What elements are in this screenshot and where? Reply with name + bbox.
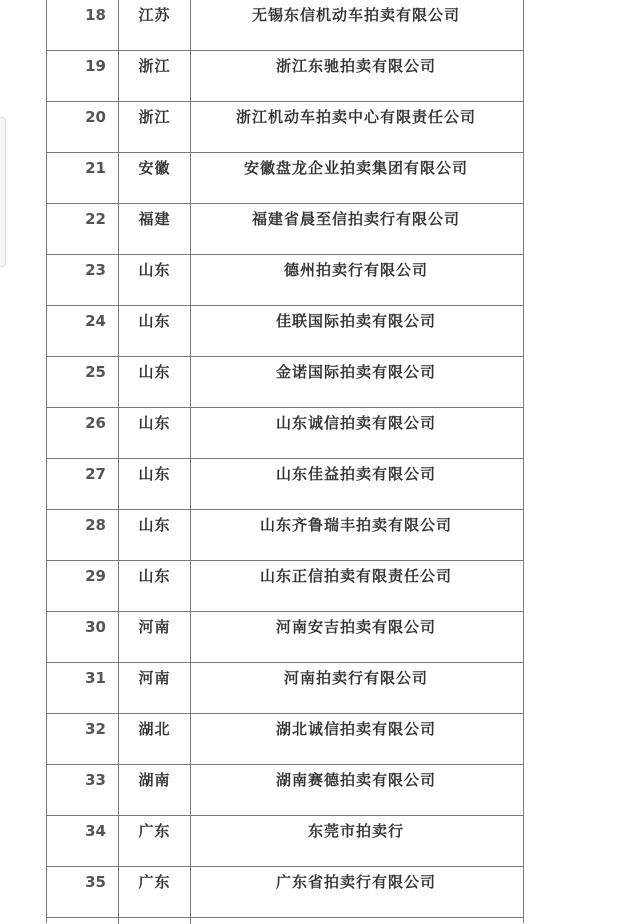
province-cell: 广东 [118,867,190,917]
company-name-cell: 山东正信拍卖有限责任公司 [190,561,521,611]
province-cell: 江苏 [118,0,190,50]
province-cell: 山东 [118,255,190,305]
row-number: 27 [85,465,106,483]
row-number: 32 [85,720,106,738]
company-name-cell: 湖南赛德拍卖有限公司 [190,765,521,815]
province-cell: 广东 [118,816,190,866]
side-panel-tab[interactable] [0,117,6,267]
table-row [47,357,523,408]
row-number: 31 [85,669,106,687]
row-number: 34 [85,822,106,840]
company-name-cell: 广东省拍卖行有限公司 [190,867,521,917]
province-cell: 河南 [118,612,190,662]
table-row [47,714,523,765]
table-row [47,408,523,459]
row-number: 30 [85,618,106,636]
table-row [47,510,523,561]
table-row [47,102,523,153]
company-name-cell: 安徽盘龙企业拍卖集团有限公司 [190,153,521,203]
company-name-cell: 山东佳益拍卖有限公司 [190,459,521,509]
row-number: 23 [85,261,106,279]
province-cell: 山东 [118,408,190,458]
table-row [47,867,523,918]
province-cell: 湖南 [118,765,190,815]
province-cell: 河南 [118,663,190,713]
table-row [47,51,523,102]
province-cell: 山东 [118,510,190,560]
row-number: 22 [85,210,106,228]
province-cell: 福建 [118,204,190,254]
row-number: 29 [85,567,106,585]
province-cell: 山东 [118,459,190,509]
province-cell: 安徽 [118,153,190,203]
table-row [47,765,523,816]
auction-company-table [46,0,524,923]
table-row [47,0,523,51]
table-row [47,816,523,867]
company-name-cell: 河南拍卖行有限公司 [190,663,521,713]
row-number: 35 [85,873,106,891]
row-number: 21 [85,159,106,177]
table-row [47,255,523,306]
company-name-cell: 湖北诚信拍卖有限公司 [190,714,521,764]
company-name-cell: 东莞市拍卖行 [190,816,521,866]
row-number: 18 [85,6,106,24]
company-name-cell: 浙江东驰拍卖有限公司 [190,51,521,101]
company-name-cell: 无锡东信机动车拍卖有限公司 [190,0,521,50]
province-cell: 山东 [118,561,190,611]
company-name-cell: 山东诚信拍卖有限公司 [190,408,521,458]
table-row [47,612,523,663]
table-row [47,153,523,204]
company-name-cell: 浙江机动车拍卖中心有限责任公司 [190,102,521,152]
province-cell: 山东 [118,357,190,407]
company-name-cell: 福建省晨至信拍卖行有限公司 [190,204,521,254]
province-cell: 湖北 [118,714,190,764]
company-name-cell: 河南安吉拍卖有限公司 [190,612,521,662]
table-row [47,561,523,612]
table-row [47,306,523,357]
table-row [47,459,523,510]
table-row [47,204,523,255]
row-number: 19 [85,57,106,75]
province-cell: 山东 [118,306,190,356]
row-number: 28 [85,516,106,534]
row-number: 33 [85,771,106,789]
company-name-cell: 金诺国际拍卖有限公司 [190,357,521,407]
table-row [47,663,523,714]
company-name-cell: 山东齐鲁瑞丰拍卖有限公司 [190,510,521,560]
row-number: 20 [85,108,106,126]
province-cell: 浙江 [118,102,190,152]
row-number: 25 [85,363,106,381]
row-number: 24 [85,312,106,330]
row-number: 26 [85,414,106,432]
province-cell: 浙江 [118,51,190,101]
company-name-cell: 德州拍卖行有限公司 [190,255,521,305]
company-name-cell: 佳联国际拍卖有限公司 [190,306,521,356]
